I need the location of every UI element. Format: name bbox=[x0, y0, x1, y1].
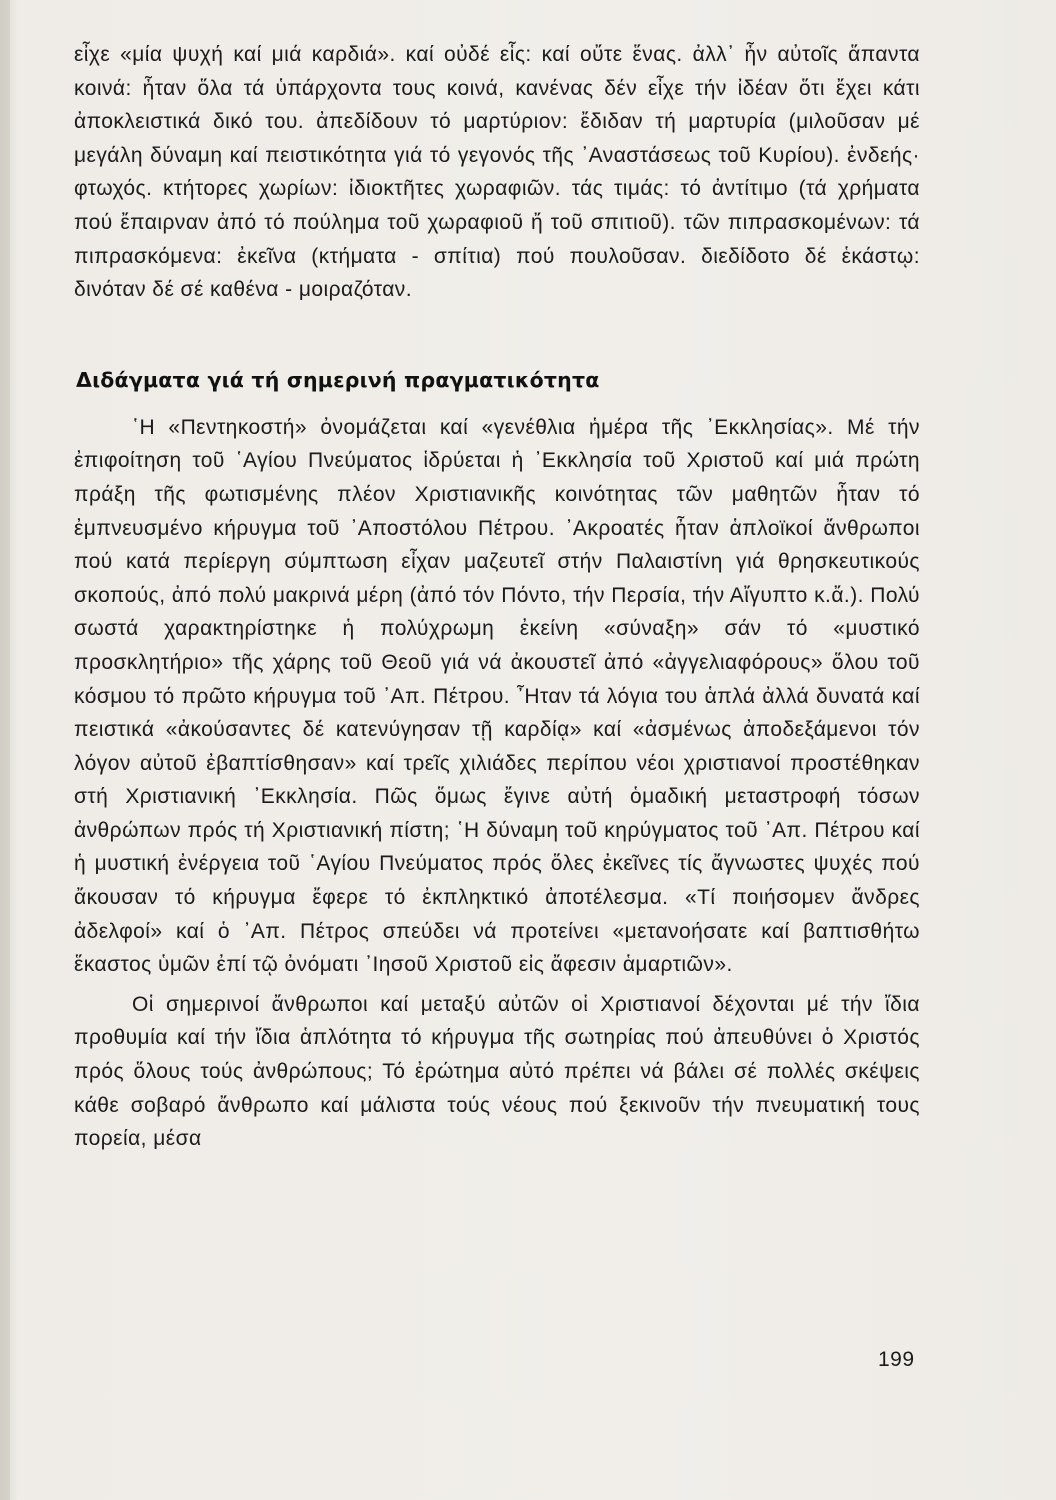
glossary-paragraph: εἶχε «μία ψυχή καί μιά καρδιά». καί οὐδέ εἷς: καί οὔτε ἕνας. ἀλλ᾽ ἦν αὐτοῖς ἅπαντα κοινά: ἦταν ὅλα τά ὑπάρχοντα τους κοινά, κανένας δέν εἶχε τήν ἰδέαν ὅτι ἔχει κάτι ἀποκλειστικά δικό του. ἀπεδίδουν τό μαρτύριον: ἔδιδαν τή μαρτυρία (μιλοῦσαν μέ μεγάλη δύναμη καί πειστικότητα γιά τό γεγονός τῆς ᾽Αναστάσεως τοῦ Κυρίου). ἐνδεής· φτωχός. κτήτορες χωρίων: ἰδιοκτῆτες χωραφιῶν. τάς τιμάς: τό ἀντίτιμο (τά χρήματα πού ἔπαιρναν ἀπό τό πούλημα τοῦ χωραφιοῦ ἤ τοῦ σπιτιοῦ). τῶν πιπρασκομένων: τά πιπρασκόμενα: ἐκεῖνα (κτήματα - σπίτια) πού πουλοῦσαν. διεδίδοτο δέ ἑκάστῳ: δινόταν δέ σέ καθένα - μοιραζόταν. bbox=[74, 43, 920, 302]
binding-shadow bbox=[0, 0, 10, 1500]
page-body bbox=[74, 38, 920, 1156]
body-paragraph-2: Οἱ σημερινοί ἄνθρωποι καί μεταξύ αὐτῶν οἱ Χριστιανοί δέχονται μέ τήν ἴδια προθυμία καί τήν ἴδια ἁπλότητα τό κήρυγμα τῆς σωτηρίας πού ἀπευθύνει ὁ Χριστός πρός ὅλους τούς ἀνθρώπους; Τό ἐρώτημα αὐτό πρέπει νά βάλει σέ πολλές σκέψεις κάθε σοβαρό ἄνθρωπο καί μάλιστα τούς νέους πού ξεκινοῦν τήν πνευματική τους πορεία, μέσα bbox=[74, 992, 920, 1151]
page-number: 199 bbox=[878, 1348, 915, 1371]
section-heading: Διδάγματα γιά τή σημερινή πραγματικότητα bbox=[76, 367, 600, 392]
body-paragraph-1: ῾Η «Πεντηκοστή» ὀνομάζεται καί «γενέθλια ἡμέρα τῆς ᾽Εκκλησίας». Μέ τήν ἐπιφοίτηση τοῦ ῾Αγίου Πνεύματος ἱδρύεται ἡ ᾽Εκκλησία τοῦ Χριστοῦ καί μιά πρώτη πράξη τῆς φωτισμένης πλέον Χριστιανικῆς κοινότητας τῶν μαθητῶν ἦταν τό ἐμπνευσμένο κήρυγμα τοῦ ᾽Αποστόλου Πέτρου. ᾽Ακροατές ἦταν ἁπλοϊκοί ἄνθρωποι πού κατά περίεργη σύμπτωση εἶχαν μαζευτεῖ στήν Παλαιστίνη γιά θρησκευτικούς σκοπούς, ἀπό πολύ μακρινά μέρη (ἀπό τόν Πόντο, τήν Περσία, τήν Αἴγυπτο κ.ἄ.). Πολύ σωστά χαρακτηρίστηκε ἡ πολύχρωμη ἐκείνη «σύναξη» σάν τό «μυστικό προσκλητήριο» τῆς χάρης τοῦ Θεοῦ γιά νά ἀκουστεῖ ἀπό «ἀγγελιαφόρους» ὅλου τοῦ κόσμου τό πρῶτο κήρυγμα τοῦ ᾽Απ. Πέτρου. ῏Ηταν τά λόγια του ἁπλά ἀλλά δυνατά καί πειστικά «ἀκούσαντες δέ κατενύγησαν τῇ καρδίᾳ» καί «ἀσμένως ἀποδεξάμενοι τόν λόγον αὐτοῦ ἐβαπτίσθησαν» καί τρεῖς χιλιάδες περίπου νέοι χριστιανοί προστέθηκαν στή Χριστιανική ᾽Εκκλησία. Πῶς ὅμως ἔγινε αὐτή ὁμαδική μεταστροφή τόσων ἀνθρώπων πρός τή Χριστιανική πίστη; ῾Η δύναμη τοῦ κηρύγματος τοῦ ᾽Απ. Πέτρου καί ἡ μυστική ἐνέργεια τοῦ ῾Αγίου Πνεύματος πρός ὅλες ἐκεῖνες τίς ἄγνωστες ψυχές πού ἄκουσαν τό κήρυγμα ἔφερε τό ἐκπληκτικό ἀποτέλεσμα. «Τί ποιήσομεν ἄνδρες ἀδελφοί» καί ὁ ᾽Απ. Πέτρος σπεύδει νά προτείνει «μετανοήσατε καί βαπτισθήτω ἕκαστος ὑμῶν ἐπί τῷ ὀνόματι ᾽Ιησοῦ Χριστοῦ εἰς ἄφεσιν ἁμαρτιῶν». bbox=[74, 415, 920, 977]
